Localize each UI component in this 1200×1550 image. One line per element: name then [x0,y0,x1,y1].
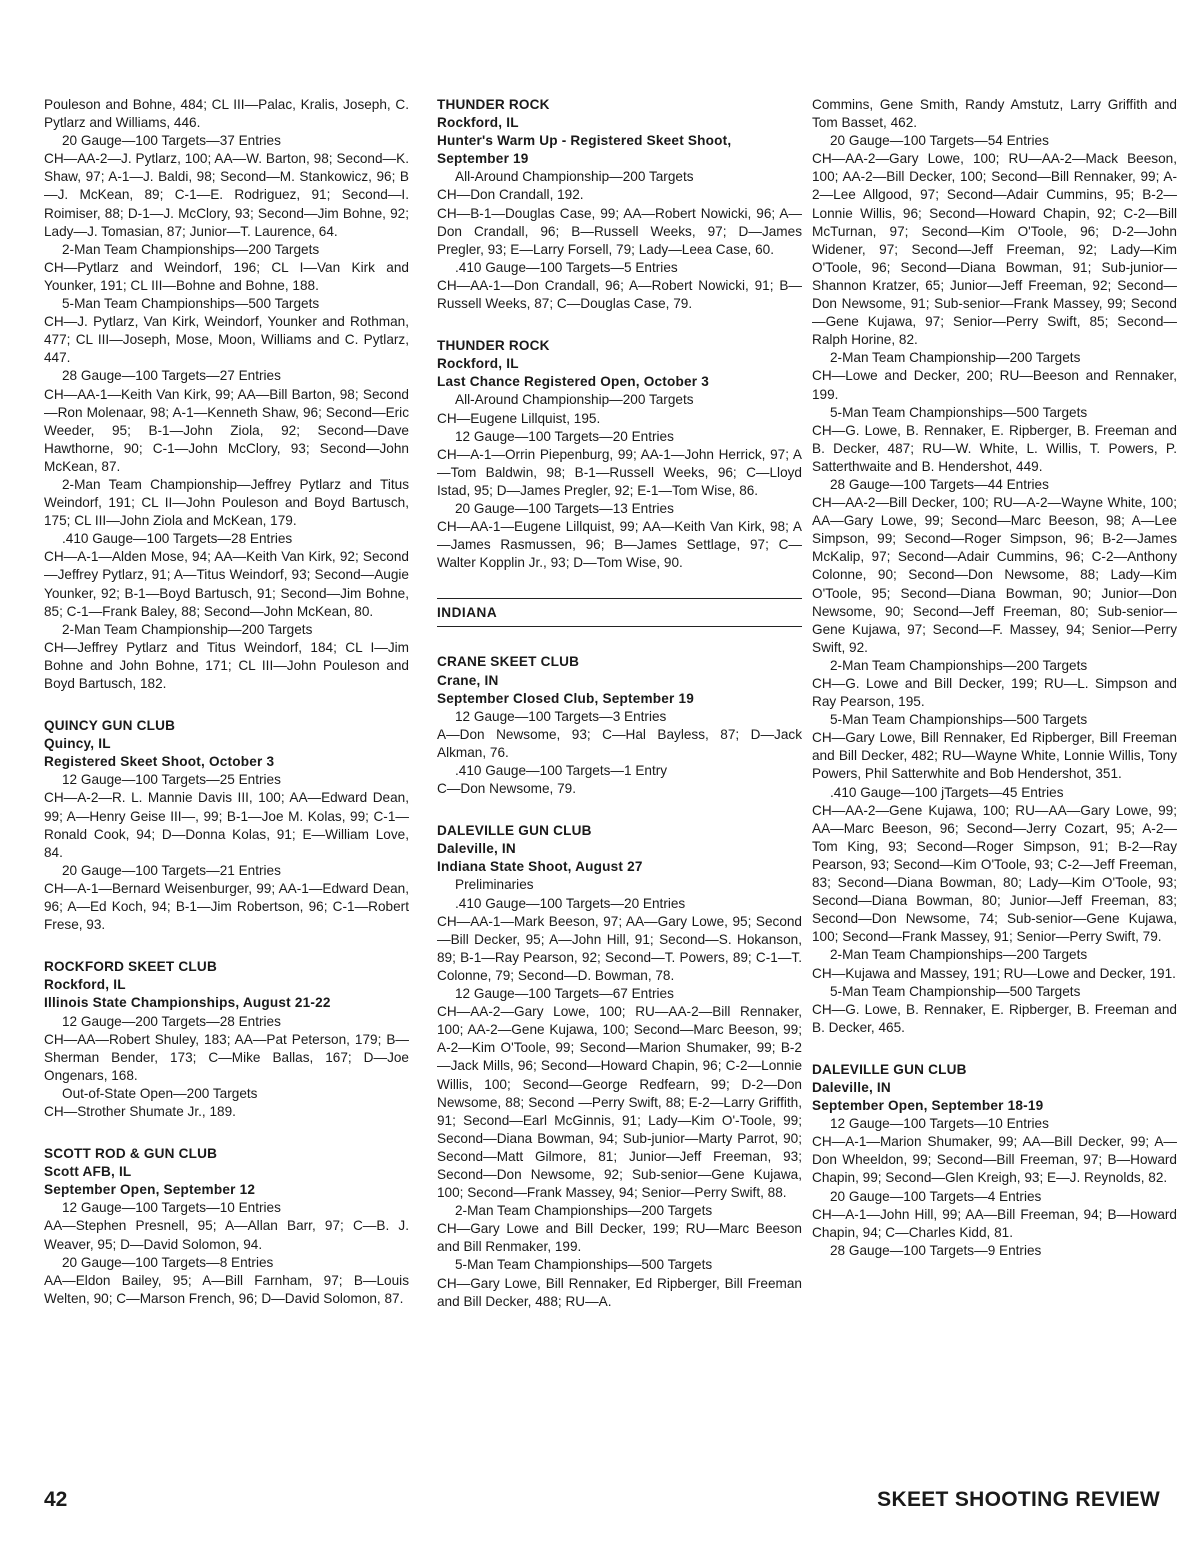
results-paragraph: 12 Gauge—100 Targets—10 Entries [62,1200,281,1216]
club-heading: September Open, September 18-19 [812,1098,1044,1114]
results-paragraph: .410 Gauge—100 Targets—1 Entry [455,763,668,778]
results-paragraph: CH—A-2—R. L. Mannie Davis III, 100; AA—Edward Dean, 99; A—Henry Geise III—, 99; B-1—Joe M. Kolas, 99; C-1—Ronald Cook, 94; D—Donna Kolas, 91; E—William Love, 84. [44,790,409,860]
results-paragraph: CH—Strother Shumate Jr., 189. [44,1103,236,1119]
club-heading: ROCKFORD SKEET CLUB [44,959,217,975]
results-paragraph: 2-Man Team Championships—200 Targets [455,1203,713,1219]
club-heading: CRANE SKEET CLUB [437,654,580,670]
results-paragraph: CH—Pytlarz and Weindorf, 196; CL I—Van Kirk and Younker, 191; CL III—Bohne and Bohne, 188. [44,259,409,293]
results-paragraph: 12 Gauge—200 Targets—28 Entries [62,1013,281,1029]
results-paragraph: CH—A-1—Orrin Piepenburg, 99; AA-1—John Herrick, 97; A—Tom Baldwin, 98; B-1—Russell Weeks, 96; C—Lloyd Istad, 95; D—James Pregler, 92; E-1—Tom Wise, 86. [437,446,802,498]
results-paragraph: CH—AA—Robert Shuley, 183; AA—Pat Peterson, 179; B—Sherman Bender, 173; C—Mike Ballas, 167; D—Joe Ongenars, 168. [44,1031,409,1083]
club-heading: Rockford, IL [44,977,126,993]
results-paragraph: CH—Don Crandall, 192. [437,187,584,203]
results-paragraph: CH—AA-2—Gene Kujawa, 100; RU—AA—Gary Lowe, 99; AA—Marc Beeson, 96; Second—Jerry Cozart, 95; A-2—Tom King, 93; Second—Roger Simpson, 91; B-2—Ray Pearson, 93; Second—Kim O'Toole, 93; C-2—Jeff Freeman, 83; Second—Diana Bowman, 80; Lady—Kim O'Toole, 93; Second—Diana Bowman, 80; Junior—Jeff Freeman, 83; Second—Don Newsome, 74; Sub-senior—Gene Kujawa, 100; Second—Frank Massey, 91; Senior—Perry Swift, 79. [812,802,1177,945]
results-paragraph: CH—AA-1—Eugene Lillquist, 99; AA—Keith Van Kirk, 98; A—James Rasmussen, 96; B—James Settlage, 97; C—Walter Kopplin Jr., 93; D—Tom Wise, 90. [437,519,802,571]
results-paragraph: Commins, Gene Smith, Randy Amstutz, Larry Griffith and Tom Basset, 462. [812,97,1177,131]
results-paragraph: CH—Gary Lowe and Bill Decker, 199; RU—Marc Beeson and Bill Renmaker, 199. [437,1221,802,1255]
results-paragraph: CH—G. Lowe, B. Rennaker, E. Ripberger, B. Freeman and B. Decker, 487; RU—W. White, L. Willis, T. Powers, P. Satterthwaite and B. Hendershot, 449. [812,422,1177,474]
results-paragraph: 2-Man Team Championships—200 Targets [62,241,320,257]
results-paragraph: All-Around Championship—200 Targets [455,169,694,185]
club-heading: DALEVILLE GUN CLUB [812,1061,967,1077]
results-paragraph: CH—J. Pytlarz, Van Kirk, Weindorf, Younker and Rothman, 477; CL III—Joseph, Mose, Moon, Williams and C. Pytlarz, 447. [44,314,409,366]
results-paragraph: 20 Gauge—100 Targets—54 Entries [830,133,1049,149]
results-paragraph: CH—A-1—Alden Mose, 94; AA—Keith Van Kirk, 92; Second—Jeffrey Pytlarz, 91; A—Titus Weindorf, 93; Second—Augie Younker, 92; B-1—Boyd Bartusch, 91; Second—Jim Bohne, 85; C-1—Frank Baley, 88; Second—John McKean, 80. [44,549,409,619]
results-paragraph: 12 Gauge—100 Targets—3 Entries [455,708,667,724]
section-heading: INDIANA [437,598,802,627]
results-paragraph: 5-Man Team Championships—500 Targets [455,1257,713,1273]
results-paragraph: CH—B-1—Douglas Case, 99; AA—Robert Nowicki, 96; A—Don Crandall, 96; B—Russell Weeks, 97; D—James Pregler, 93; E—Larry Forsell, 79; Lady—Leea Case, 60. [437,205,802,257]
results-paragraph: C—Don Newsome, 79. [437,781,577,797]
results-paragraph: A—Don Newsome, 93; C—Hal Bayless, 87; D—Jack Alkman, 76. [437,726,802,760]
results-paragraph: 5-Man Team Championship—500 Targets [830,983,1081,999]
club-heading: SCOTT ROD & GUN CLUB [44,1146,218,1162]
results-paragraph: 5-Man Team Championships—500 Targets [830,712,1088,728]
results-paragraph: 2-Man Team Championship—200 Targets [830,350,1081,366]
page-number: 42 [44,1488,68,1511]
results-paragraph: Out-of-State Open—200 Targets [62,1085,258,1101]
club-heading: Crane, IN [437,672,499,688]
results-paragraph: CH—Eugene Lillquist, 195. [437,410,601,426]
results-paragraph: CH—Gary Lowe, Bill Rennaker, Ed Ripberger, Bill Freeman and Bill Decker, 488; RU—A. [437,1275,802,1309]
results-paragraph: 28 Gauge—100 Targets—9 Entries [830,1242,1042,1258]
results-paragraph: CH—A-1—Bernard Weisenburger, 99; AA-1—Edward Dean, 96; A—Ed Koch, 94; B-1—Jim Robertson, 96; C-1—Robert Frese, 93. [44,880,409,933]
results-paragraph: CH—G. Lowe, B. Rennaker, E. Ripberger, B. Freeman and B. Decker, 465. [812,1001,1177,1035]
club-heading: DALEVILLE GUN CLUB [437,823,592,839]
club-heading: Rockford, IL [437,115,519,131]
results-paragraph: CH—AA-1—Mark Beeson, 97; AA—Gary Lowe, 95; Second—Bill Decker, 95; A—John Hill, 91; Second—S. Hokanson, 89; B-1—Ray Pearson, 92; Second—T. Powers, 89; C-1—T. Colonne, 79; Second—D. Bowman, 78. [437,913,802,983]
results-paragraph: 20 Gauge—100 Targets—37 Entries [62,133,281,149]
results-paragraph: CH—A-1—Marion Shumaker, 99; AA—Bill Decker, 99; A—Don Wheeldon, 99; Second—Bill Freeman, 97; B—Howard Chapin, 99; Second—Glen Kreigh, 93; E—J. Reynolds, 82. [812,1134,1177,1186]
results-paragraph: CH—AA-2—Gary Lowe, 100; RU—AA-2—Mack Beeson, 100; AA-2—Bill Decker, 100; Second—Bill Rennaker, 99; A-2—Lee Allgood, 97; Second—Adair Cummins, 95; B-2—Lonnie Willis, 96; Second—Howard Chapin, 92; C-2—Bill McTurnan, 97; Second—Kim O'Toole, 96; D-2—John Widener, 97; Second—Jeff Freeman, 92; Lady—Kim O'Toole, 96; Second—Diana Bowman, 91; Sub-junior—Shannon Kratzer, 65; Junior—Jeff Freeman, 92; Second—Don Newsome, 91; Sub-senior—Frank Massey, 99; Second—Gene Kujawa, 97; Senior—Perry Swift, 85; Second—Ralph Horine, 82. [812,151,1177,348]
club-heading: Indiana State Shoot, August 27 [437,859,643,875]
results-paragraph: 20 Gauge—100 Targets—13 Entries [455,500,674,516]
results-paragraph: 5-Man Team Championships—500 Targets [830,404,1088,420]
results-paragraph: 20 Gauge—100 Targets—4 Entries [830,1188,1042,1204]
results-paragraph: 28 Gauge—100 Targets—44 Entries [830,476,1049,492]
club-heading: QUINCY GUN CLUB [44,718,176,734]
results-paragraph: 2-Man Team Championships—200 Targets [830,657,1088,673]
results-paragraph: 20 Gauge—100 Targets—21 Entries [62,862,281,878]
club-heading: Registered Skeet Shoot, October 3 [44,754,275,770]
club-heading: Hunter's Warm Up - Registered Skeet Shoot, September 19 [437,133,732,167]
club-heading: Scott AFB, IL [44,1164,132,1180]
results-paragraph: 12 Gauge—100 Targets—20 Entries [455,428,674,444]
results-paragraph: CH—AA-1—Don Crandall, 96; A—Robert Nowicki, 91; B—Russell Weeks, 87; C—Douglas Case, 79. [437,277,802,312]
results-paragraph: 12 Gauge—100 Targets—67 Entries [455,986,674,1002]
results-paragraph: CH—G. Lowe and Bill Decker, 199; RU—L. Simpson and Ray Pearson, 195. [812,676,1177,710]
results-paragraph: Pouleson and Bohne, 484; CL III—Palac, Kralis, Joseph, C. Pytlarz and Williams, 446. [44,97,409,131]
results-paragraph: CH—AA-2—Bill Decker, 100; RU—A-2—Wayne White, 100; AA—Gary Lowe, 99; Second—Marc Beeson, 98; A—Lee Simpson, 99; Second—Roger Simpson, 96; B-2—James McKalip, 97; Second—Adair Cummins, 96; C-2—Anthony Colonne, 90; Second—Don Newsome, 88; Lady—Kim O'Toole, 95; Second—Diana Bowman, 90; Junior—Don Newsome, 90; Second—Jeff Freeman, 80; Sub-senior—Gene Kujawa, 97; Second—F. Massey, 94; Senior—Perry Swift, 92. [812,495,1177,655]
club-heading: Illinois State Championships, August 21-22 [44,995,331,1011]
results-paragraph: CH—A-1—John Hill, 99; AA—Bill Freeman, 94; B—Howard Chapin, 94; C—Charles Kidd, 81. [812,1206,1177,1240]
club-heading: THUNDER ROCK [437,97,550,112]
club-heading: Last Chance Registered Open, October 3 [437,374,709,390]
club-heading: Daleville, IN [437,841,516,857]
results-paragraph: 12 Gauge—100 Targets—10 Entries [830,1116,1049,1132]
results-paragraph: All-Around Championship—200 Targets [455,392,694,408]
results-paragraph: CH—AA-1—Keith Van Kirk, 99; AA—Bill Barton, 98; Second—Ron Molenaar, 98; A-1—Kenneth Shaw, 96; Second—Eric Weeder, 95; B-1—John Ziola, 92; Second—Dave Hawthorne, 90; C-1—John McClory, 93; Second—John McKean, 87. [44,386,409,474]
column-middle [437,96,802,1311]
results-paragraph: 2-Man Team Championship—200 Targets [62,621,313,637]
club-heading: THUNDER ROCK [437,338,550,354]
results-paragraph: 28 Gauge—100 Targets—27 Entries [62,368,281,384]
results-paragraph: 2-Man Team Championships—200 Targets [830,947,1088,963]
results-paragraph: CH—Gary Lowe, Bill Rennaker, Ed Ripberger, Bill Freeman and Bill Decker, 482; RU—Wayne White, Lonnie Willis, Tony Powers, Phil Satterwhite and Bob Hendershot, 351. [812,730,1177,782]
results-paragraph: .410 Gauge—100 jTargets—45 Entries [830,784,1064,800]
club-heading: September Open, September 12 [44,1182,256,1198]
results-paragraph: CH—AA-2—J. Pytlarz, 100; AA—W. Barton, 98; Second—K. Shaw, 97; A-1—J. Baldi, 98; Second—M. Stankowicz, 96; B—J. McKean, 89; C-1—E. Rodriguez, 91; Second—I. Roimiser, 88; D-1—J. McClory, 93; Second—Jim Bohne, 92; Lady—J. Tomasian, 87; Junior—T. Laurence, 64. [44,151,409,239]
results-paragraph: .410 Gauge—100 Targets—5 Entries [455,259,678,275]
results-paragraph: AA—Stephen Presnell, 95; A—Allan Barr, 97; C—B. J. Weaver, 95; D—David Solomon, 94. [44,1218,409,1252]
results-paragraph: CH—Kujawa and Massey, 191; RU—Lowe and Decker, 191. [812,965,1176,981]
magazine-title: SKEET SHOOTING REVIEW [877,1488,1160,1511]
club-heading: Daleville, IN [812,1079,891,1095]
results-paragraph: CH—AA-2—Gary Lowe, 100; RU—AA-2—Bill Rennaker, 100; AA-2—Gene Kujawa, 100; Second—Marc Beeson, 99; A-2—Kim O'Toole, 99; Second—Marion Shumaker, 99; B-2—Jack Mills, 96; Second—Howard Chapin, 96; C-2—Lonnie Willis, 100; Second—George Redfearn, 99; D-2—Don Newsome, 88; Second —Perry Swift, 88; E-2—Larry Griffith, 91; Second—Earl McGinnis, 91; Lady—Kim O'-Toole, 99; Second—Diana Bowman, 94; Sub-junior—Marty Parrot, 90; Second—Matt Gilmore, 81; Junior—Jeff Freeman, 93; Second—Don Newsome, 92; Sub-senior—Gene Kujawa, 100; Second—Frank Massey, 94; Senior—Perry Swift, 88. [437,1004,802,1201]
club-heading: Rockford, IL [437,356,519,372]
results-paragraph: CH—Jeffrey Pytlarz and Titus Weindorf, 184; CL I—Jim Bohne and John Bohne, 171; CL III—John Pouleson and Boyd Bartusch, 182. [44,639,409,691]
results-paragraph: .410 Gauge—100 Targets—20 Entries [455,895,686,911]
results-paragraph: 5-Man Team Championships—500 Targets [62,296,320,312]
results-paragraph: .410 Gauge—100 Targets—28 Entries [62,531,293,547]
results-paragraph: AA—Eldon Bailey, 95; A—Bill Farnham, 97; B—Louis Welten, 90; C—Marson French, 96; D—David Solomon, 87. [44,1272,409,1306]
results-paragraph: CH—Lowe and Decker, 200; RU—Beeson and Rennaker, 199. [812,368,1177,402]
club-heading: September Closed Club, September 19 [437,690,695,706]
column-left [44,96,409,1308]
results-paragraph: Preliminaries [455,877,534,893]
results-paragraph: 12 Gauge—100 Targets—25 Entries [62,772,281,788]
results-paragraph: 20 Gauge—100 Targets—8 Entries [62,1254,274,1270]
club-heading: Quincy, IL [44,736,111,752]
results-paragraph: 2-Man Team Championship—Jeffrey Pytlarz and Titus Weindorf, 191; CL II—John Pouleson and Boyd Bartusch, 175; CL III—John Ziola and McKean, 179. [44,476,409,529]
column-right [812,96,1177,1260]
